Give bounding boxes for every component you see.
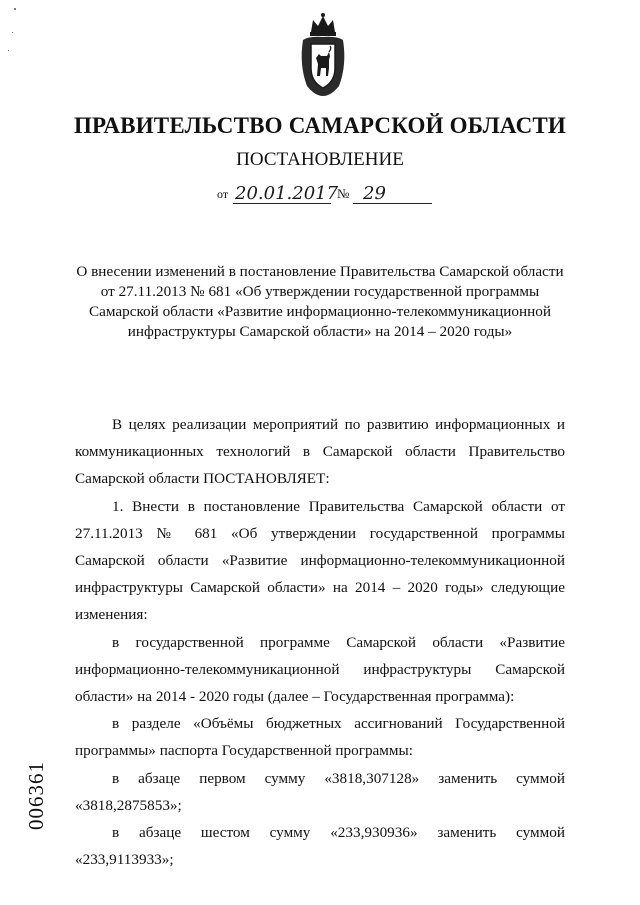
paragraph-preamble: В целях реализации мероприятий по развитию информационных и коммуникационных технологий в Самарской области Правительство Самарской области ПОСТАНОВЛЯЕТ: xyxy=(75,416,565,488)
date-label: от xyxy=(217,187,229,201)
date-number-line xyxy=(217,182,432,206)
number-label: № xyxy=(337,186,350,201)
paragraph-first-abzac: в абзаце первом сумму «3818,307128» заменить суммой «3818,2875853»; xyxy=(75,769,565,814)
paragraph-sixth-abzac: в абзаце шестом сумму «233,930936» заменить суммой «233,9113933»; xyxy=(75,824,565,869)
number-value: 29 xyxy=(363,183,386,204)
paragraph-program: в государственной программе Самарской области «Развитие информационно-телекоммуникационной инфраструктуры Самарской области» на 2014 - 2020 годы (далее – Государственная программа): xyxy=(75,633,565,706)
document-type: ПОСТАНОВЛЕНИЕ xyxy=(236,149,404,170)
document-body xyxy=(75,411,565,873)
coat-of-arms-emblem xyxy=(297,10,349,98)
document-subject: О внесении изменений в постановление Правительства Самарской области от 27.11.2013 № 681 «Об утверждении государственной программы Самарской области «Развитие информационно-телекоммуникационной инфраструктуры Самарской области» на 2014 – 2020 годы» xyxy=(76,263,564,340)
date-value: 20.01.2017 xyxy=(235,183,339,204)
side-stamp-number: 006361 xyxy=(24,761,48,830)
paragraph-section: в разделе «Объёмы бюджетных ассигнований Государственной программы» паспорта Государственной программы: xyxy=(75,715,565,760)
paragraph-item-1: 1. Внести в постановление Правительства Самарской области от 27.11.2013 № 681 «Об утверждении государственной программы Самарской области «Развитие информационно-телекоммуникационной инфраструктуры Самарской области» на 2014 – 2020 годы» следующие изменения: xyxy=(75,497,565,624)
organization-title: ПРАВИТЕЛЬСТВО САМАРСКОЙ ОБЛАСТИ xyxy=(73,113,567,138)
